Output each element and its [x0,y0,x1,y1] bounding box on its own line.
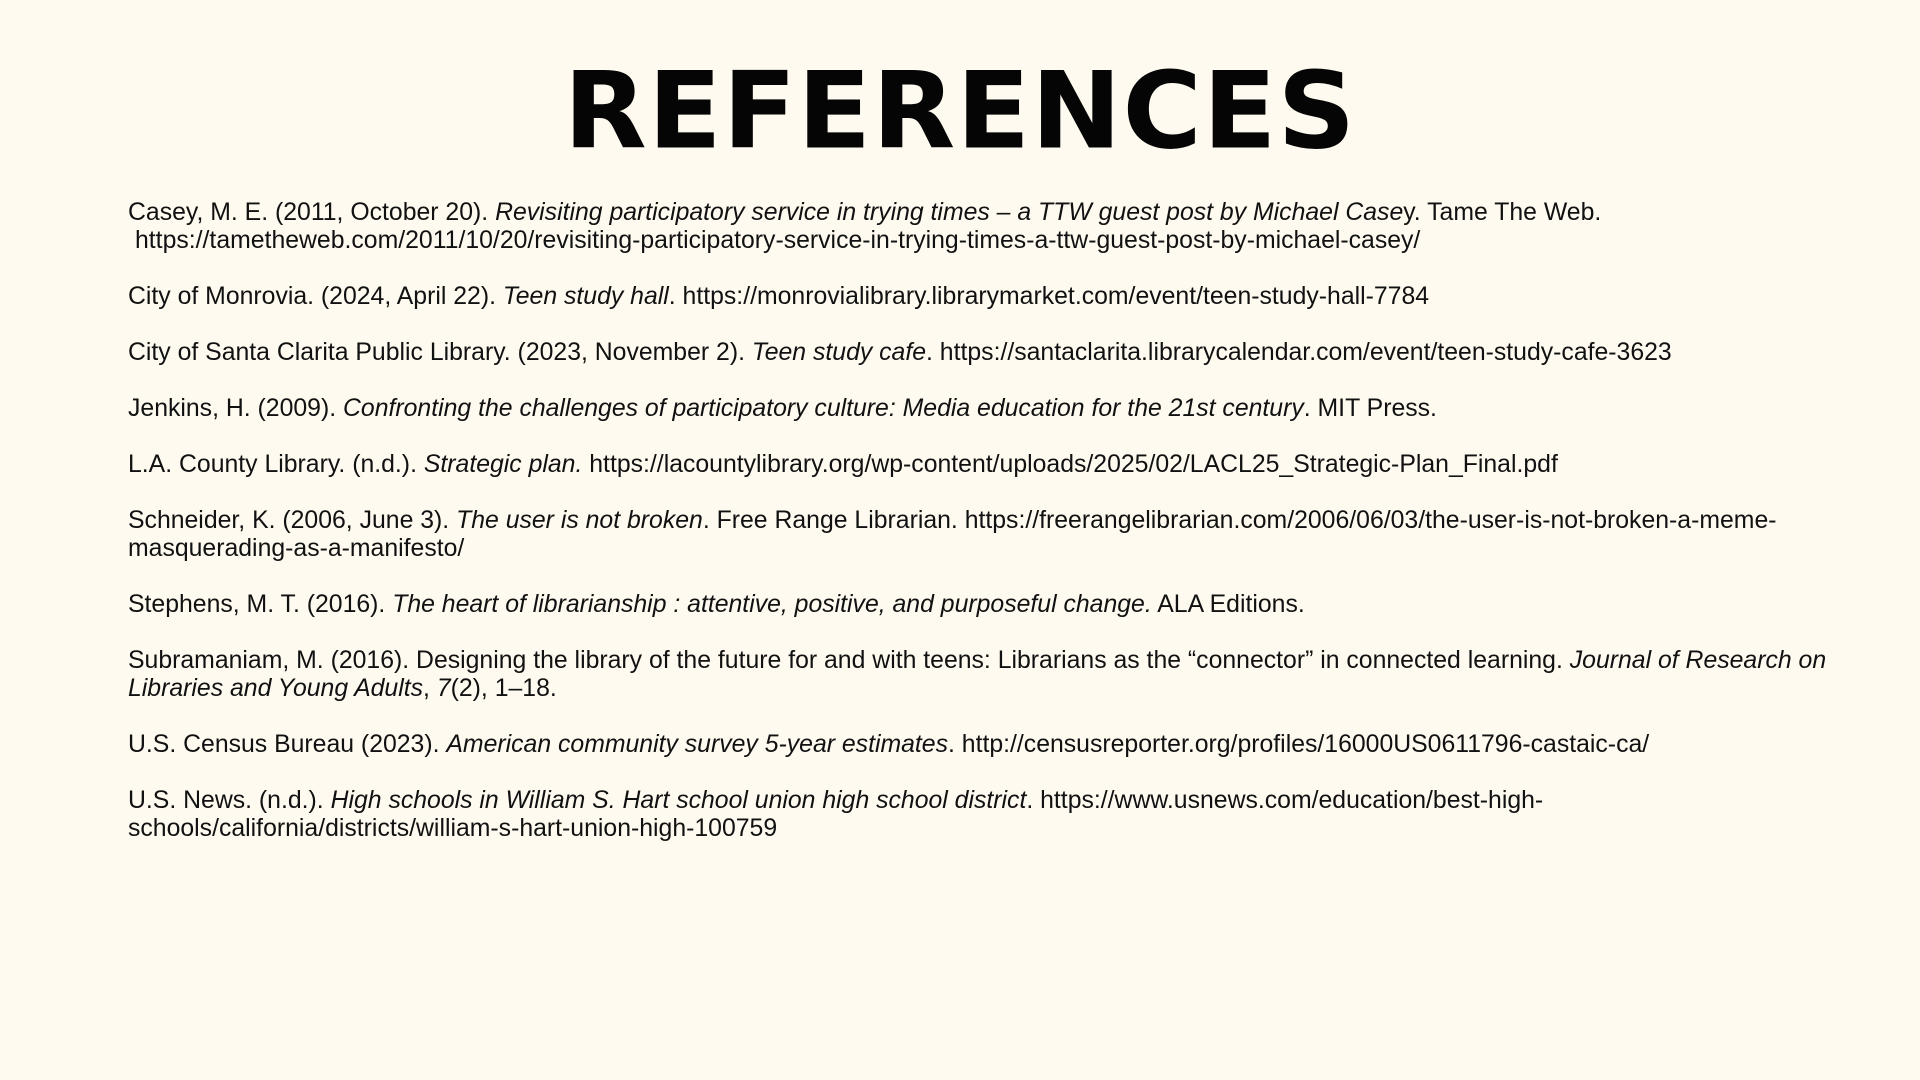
reference-authors: Jenkins, H. (2009). [128,395,343,422]
reference-title: The user is not broken [456,507,703,534]
reference-publisher: y. Tame The Web. [1403,199,1602,226]
reference-title: Strategic plan. [423,451,583,478]
reference-authors: Casey, M. E. (2011, October 20). [128,199,496,226]
reference-rest: . MIT Press. [1303,395,1437,422]
reference-rest: ALA Editions. [1151,591,1305,618]
reference-monrovia [128,283,1888,311]
reference-authors: U.S. Census Bureau (2023). [128,731,447,758]
page-title: REFERENCES [563,50,1357,173]
reference-list [128,199,1888,871]
reference-title: American community survey 5-year estimates [446,731,948,758]
reference-subramaniam [128,647,1888,703]
reference-la-county [128,451,1888,479]
reference-journal: Journal of Research on Libraries and Young Adults [128,647,1827,702]
reference-rest[interactable]: . https://www.usnews.com/education/best-high-schools/california/districts/william-s-hart-union-high-100759 [128,787,1544,842]
reference-title: Teen study cafe [751,339,927,366]
reference-rest[interactable]: . Free Range Librarian. https://freerangelibrarian.com/2006/06/03/the-user-is-not-broken-a-meme-masquerading-as-a-manifesto/ [128,507,1777,562]
reference-census [128,731,1888,759]
reference-title: High schools in William S. Hart school union high school district [330,787,1027,814]
reference-stephens [128,591,1888,619]
reference-volume: 7 [436,675,451,702]
reference-title: Confronting the challenges of participatory culture: Media education for the 21st century [343,395,1304,422]
reference-authors: City of Monrovia. (2024, April 22). [128,283,503,310]
reference-schneider [128,507,1888,563]
reference-jenkins [128,395,1888,423]
reference-title: Teen study hall [502,283,669,310]
reference-authors: U.S. News. (n.d.). [128,787,331,814]
reference-rest[interactable]: . https://santaclarita.librarycalendar.com/event/teen-study-cafe-3623 [926,339,1672,366]
reference-issue-pages: (2), 1–18. [450,675,557,702]
reference-title: The heart of librarianship : attentive, positive, and purposeful change. [392,591,1152,618]
reference-casey [128,199,1888,255]
reference-authors: Stephens, M. T. (2016). [128,591,393,618]
reference-authors: Schneider, K. (2006, June 3). [128,507,457,534]
reference-rest[interactable]: . https://monrovialibrary.librarymarket.com/event/teen-study-hall-7784 [668,283,1430,310]
reference-santa-clarita [128,339,1888,367]
reference-rest[interactable]: https://lacountylibrary.org/wp-content/uploads/2025/02/LACL25_Strategic-Plan_Final.pdf [582,451,1558,478]
reference-authors: City of Santa Clarita Public Library. (2023, November 2). [128,339,752,366]
reference-title: Revisiting participatory service in trying times – a TTW guest post by Michael Case [495,199,1404,226]
reference-us-news [128,787,1888,843]
reference-separator: , [423,675,437,702]
reference-authors: Subramaniam, M. (2016). Designing the library of the future for and with teens: Librarians as the “connector” in connected learning. [128,647,1570,674]
reference-url[interactable]: https://tametheweb.com/2011/10/20/revisiting-participatory-service-in-trying-times-a-ttw-guest-post-by-michael-casey/ [135,227,1421,254]
reference-authors: L.A. County Library. (n.d.). [128,451,424,478]
reference-rest[interactable]: . http://censusreporter.org/profiles/16000US0611796-castaic-ca/ [948,731,1650,758]
